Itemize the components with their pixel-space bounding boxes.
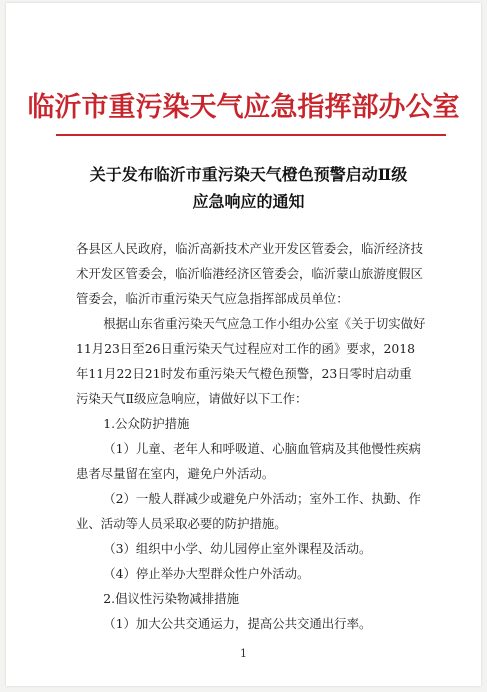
intro-paragraph	[76, 311, 443, 411]
item-line: 患者尽量留在室内，避免户外活动。	[76, 466, 275, 481]
intro-line: 根据山东省重污染天气应急工作小组办公室《关于切实做好	[103, 316, 426, 331]
recipients	[76, 236, 443, 311]
recipients-line: 术开发区管委会，临沂临港经济区管委会，临沂蒙山旅游度假区	[76, 266, 423, 281]
intro-line: 年11月22日21时发布重污染天气橙色预警，23日零时启动重	[76, 366, 412, 381]
notice-title-line-1: 关于发布临沂市重污染天气橙色预警启动Ⅱ级	[89, 165, 408, 184]
item-line: 业、活动等人员采取必要的防护措施。	[76, 516, 287, 531]
notice-title	[46, 161, 451, 215]
item-line: （1）儿童、老年人和呼吸道、心脑血管病及其他慢性疾病	[103, 441, 421, 456]
section-item	[76, 486, 443, 536]
item-line: （2）一般人群减少或避免户外活动；室外工作、执勤、作	[103, 491, 421, 506]
section-item	[76, 536, 443, 561]
notice-title-line-2: 应急响应的通知	[192, 192, 305, 211]
document-page	[6, 3, 481, 686]
section-item	[76, 436, 443, 486]
section-heading: 2.倡议性污染物减排措施	[103, 591, 239, 606]
recipients-line: 各县区人民政府，临沂高新技术产业开发区管委会，临沂经济技	[76, 241, 423, 256]
item-line: （3）组织中小学、幼儿园停止室外课程及活动。	[103, 541, 372, 556]
header-rule	[56, 134, 446, 136]
issuing-office-header: 临沂市重污染天气应急指挥部办公室	[27, 92, 460, 123]
section-item	[76, 611, 443, 636]
intro-line: 11月23日至26日重污染天气过程应对工作的函》要求，2018	[76, 341, 416, 356]
page-number: 1	[240, 647, 247, 660]
intro-line: 污染天气Ⅱ级应急响应，请做好以下工作：	[76, 391, 308, 406]
section-item	[76, 561, 443, 586]
section-heading: 1.公众防护措施	[103, 416, 190, 431]
item-line: （1）加大公共交通运力，提高公共交通出行率。	[103, 616, 372, 631]
item-line: （4）停止举办大型群众性户外活动。	[103, 566, 310, 581]
notice-body	[76, 236, 443, 636]
recipients-line: 管委会，临沂市重污染天气应急指挥部成员单位：	[76, 291, 349, 306]
